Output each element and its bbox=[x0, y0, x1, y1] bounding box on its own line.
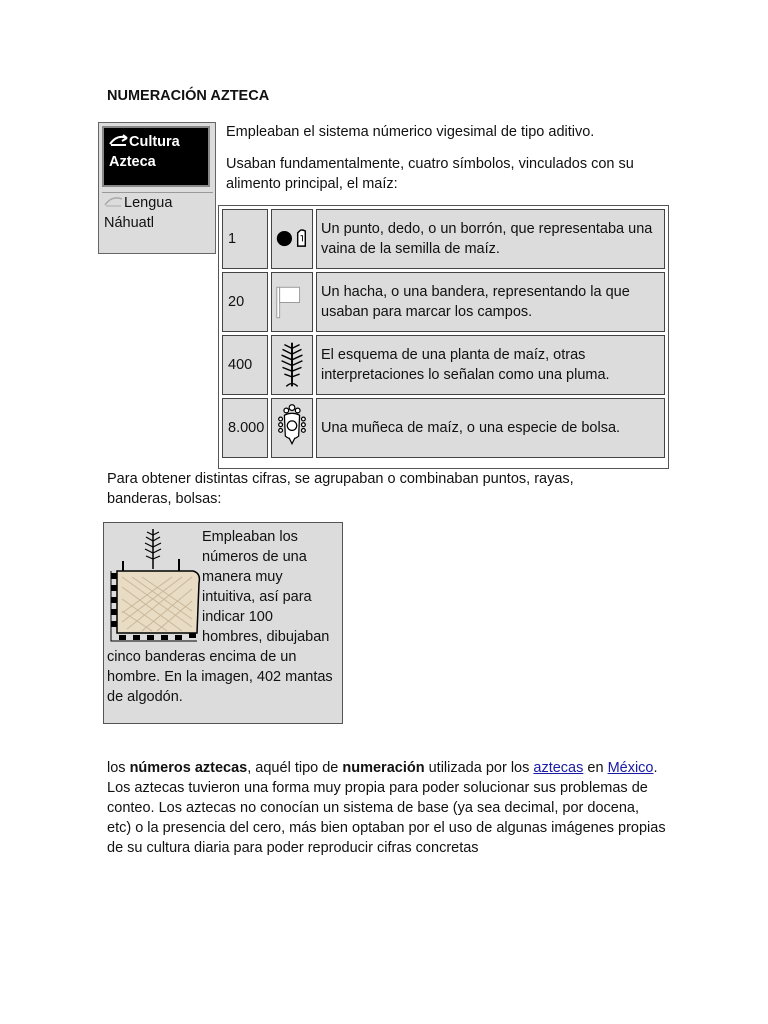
table-row bbox=[222, 335, 665, 395]
figure-caption: Empleaban los números de una manera muy intuitiva, así para indicar 100 hombres, dibujaban cinco banderas encima de un hombre. En la imagen, 402 mantas de algodón. bbox=[107, 529, 333, 705]
figure-box bbox=[103, 522, 343, 724]
symbol-value: 20 bbox=[228, 294, 245, 310]
bold-text: numeración bbox=[342, 760, 425, 776]
paragraph: Para obtener distintas cifras, se agrupaban o combinaban puntos, rayas, banderas, bolsas: bbox=[107, 471, 574, 507]
intro-line-2: Usaban fundamentalmente, cuatro símbolos, vinculados con su alimento principal, el maíz: bbox=[226, 156, 634, 192]
link-aztecas[interactable]: aztecas bbox=[533, 760, 584, 776]
sidebar-item-label: Cultura Azteca bbox=[109, 134, 180, 170]
sidebar-item-cultura-azteca[interactable] bbox=[102, 126, 210, 187]
text: en bbox=[583, 760, 608, 776]
bold-text: números aztecas bbox=[129, 760, 248, 776]
table-row bbox=[222, 209, 665, 269]
link-mexico[interactable]: México bbox=[607, 760, 654, 776]
maize-plant-icon bbox=[273, 337, 311, 392]
text: , aquél tipo de bbox=[247, 760, 343, 776]
symbol-value: 400 bbox=[228, 357, 253, 373]
curved-arrow-icon bbox=[109, 134, 129, 146]
table-row bbox=[222, 272, 665, 332]
intro-line-1: Empleaban el sistema númerico vigesimal de tipo aditivo. bbox=[226, 124, 595, 140]
flag-icon bbox=[273, 274, 311, 329]
cotton-blankets-icon bbox=[107, 527, 202, 647]
paragraph bbox=[107, 758, 667, 858]
text: utilizada por los bbox=[424, 760, 534, 776]
symbol-description: Una muñeca de maíz, o una especie de bolsa. bbox=[321, 420, 621, 436]
sidebar-nav bbox=[98, 122, 216, 254]
dot-finger-icon bbox=[273, 211, 311, 266]
text: . Los aztecas tuvieron una forma muy propia para poder solucionar sus problemas de conteo. Los aztecas no conocían un sistema de base (ya sea decimal, por docena, etc) o la presencia del cero, más bien optaban por el uso de algunas imágenes propias de su cultura diaria para poder reproducir cifras concretas bbox=[107, 760, 666, 856]
symbol-description: Un hacha, o una bandera, representando la que usaban para marcar los campos. bbox=[321, 284, 630, 320]
symbols-table bbox=[218, 205, 669, 469]
sidebar-item-lengua-nahuatl[interactable] bbox=[102, 192, 213, 250]
bag-icon bbox=[273, 400, 311, 455]
curved-arrow-icon bbox=[104, 195, 124, 207]
table-row bbox=[222, 398, 665, 458]
symbol-description: Un punto, dedo, o un borrón, que representaba una vaina de la semilla de maíz. bbox=[321, 221, 653, 257]
symbol-value: 1 bbox=[228, 231, 237, 247]
symbol-value: 8.000 bbox=[228, 420, 265, 436]
page-title: NUMERACIÓN AZTECA bbox=[107, 88, 270, 104]
sidebar-item-label: Lengua Náhuatl bbox=[104, 195, 173, 231]
text: los bbox=[107, 760, 130, 776]
symbol-description: El esquema de una planta de maíz, otras interpretaciones lo señalan como una pluma. bbox=[321, 347, 610, 383]
